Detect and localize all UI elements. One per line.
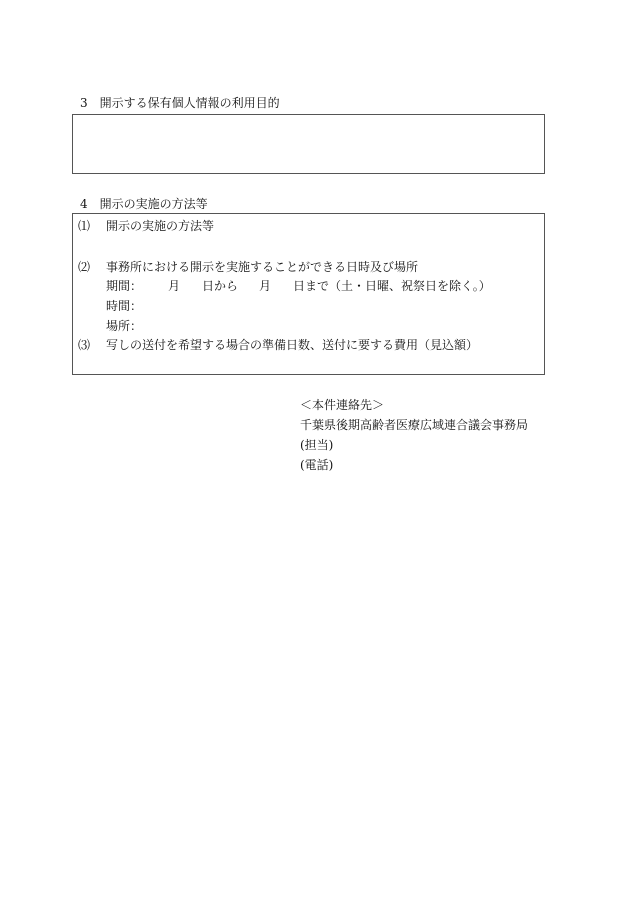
- place-label: 場所：: [106, 319, 143, 333]
- item-3-number: ⑶: [78, 338, 91, 352]
- section-4-heading: 4 開示の実施の方法等: [80, 197, 208, 211]
- period-month-1: 月: [168, 279, 181, 293]
- period-day-from: 日から: [202, 279, 239, 293]
- time-label: 時間：: [106, 299, 143, 313]
- item-2-number: ⑵: [78, 260, 91, 274]
- item-2-label: 事務所における開示を実施することができる日時及び場所: [106, 260, 419, 274]
- period-label: 期間：: [106, 279, 143, 293]
- section-4-box: [72, 213, 545, 375]
- section-3-box: [72, 114, 545, 174]
- contact-title: ＜本件連絡先＞: [300, 398, 385, 412]
- period-month-2: 月: [259, 279, 272, 293]
- contact-organization: 千葉県後期高齢者医療広域連合議会事務局: [300, 418, 529, 432]
- contact-phone: (電話): [300, 458, 334, 472]
- item-3-label: 写しの送付を希望する場合の準備日数、送付に要する費用（見込額）: [106, 338, 479, 352]
- item-1-label: 開示の実施の方法等: [106, 219, 215, 233]
- section-3-heading: 3 開示する保有個人情報の利用目的: [80, 96, 280, 110]
- period-day-until: 日まで（土・日曜、祝祭日を除く。）: [293, 279, 491, 293]
- item-1-number: ⑴: [78, 219, 91, 233]
- contact-person: (担当): [300, 438, 334, 452]
